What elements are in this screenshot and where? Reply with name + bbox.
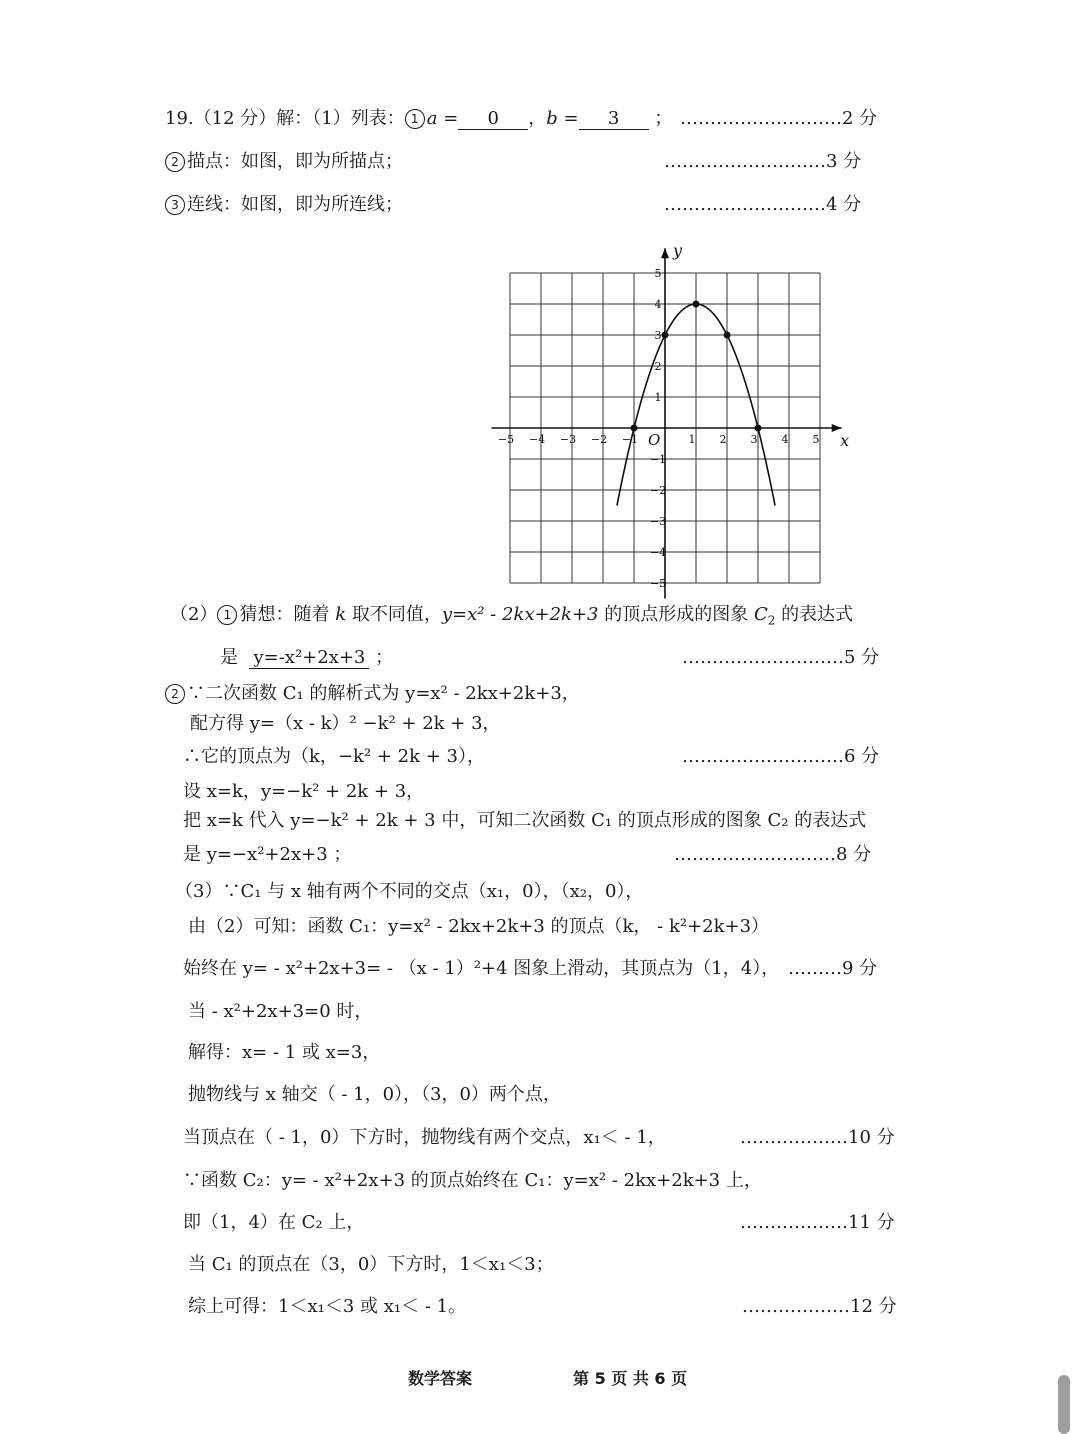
part2-line-1: 2 ∵二次函数 C₁ 的解析式为 y=x² - 2kx+2k+3， bbox=[165, 682, 580, 706]
parabola-graph bbox=[497, 238, 865, 608]
score-6: ………………………6 分 bbox=[682, 746, 880, 767]
part2-line-5: 把 x=k 代入 y=−k² + 2k + 3 中，可知二次函数 C₁ 的顶点形成的图象 C₂ 的表达式 bbox=[183, 810, 867, 831]
y-axis-arrow bbox=[661, 248, 669, 258]
x-tick-label: −3 bbox=[559, 433, 577, 446]
part3-line-7: 当顶点在（ - 1，0）下方时，抛物线有两个交点，x₁＜ - 1， bbox=[183, 1127, 666, 1148]
y-tick-label: −4 bbox=[649, 546, 667, 559]
score-10: ………………10 分 bbox=[740, 1127, 895, 1148]
score-8: ………………………8 分 bbox=[674, 844, 872, 865]
score-3: ………………………3 分 bbox=[664, 151, 862, 172]
x-tick-label: 3 bbox=[750, 433, 758, 446]
y-tick-label: −1 bbox=[649, 453, 667, 466]
part3-line-9: 即（1，4）在 C₂ 上， bbox=[183, 1212, 365, 1233]
score-4: ………………………4 分 bbox=[664, 194, 862, 215]
score-2: ………………………2 分 bbox=[680, 108, 878, 129]
part2-line-6: 是 y=−x²+2x+3 ； bbox=[183, 844, 352, 865]
scrollbar-thumb[interactable] bbox=[1058, 1375, 1070, 1434]
x-tick-label: −4 bbox=[528, 433, 546, 446]
part3-line-4: 当 - x²+2x+3=0 时， bbox=[188, 1001, 373, 1022]
plotted-point bbox=[631, 425, 638, 432]
part2-line-3: ∴它的顶点为（k，−k² + 2k + 3）， bbox=[183, 746, 485, 767]
part2-guess: （2） 1 猜想：随着 k 取不同值，y=x² - 2kx+2k+3 的顶点形成的图象 $C_2$ 的表达式 bbox=[170, 604, 854, 628]
y-tick-label: −2 bbox=[649, 484, 667, 497]
q19-line-1: 19.（12 分）解：（1）列表： 1 a = 0 ，b = 3 ； bbox=[165, 108, 673, 129]
score-5: ………………………5 分 bbox=[682, 647, 880, 668]
score-9: ………9 分 bbox=[788, 958, 878, 979]
part3-line-10: 当 C₁ 的顶点在（3，0）下方时，1＜x₁＜3； bbox=[188, 1254, 554, 1275]
part3-line-1: （3）∵C₁ 与 x 轴有两个不同的交点（x₁，0），（x₂，0）， bbox=[175, 881, 644, 902]
x-tick-label: −5 bbox=[497, 433, 515, 446]
x-tick-label: 1 bbox=[688, 433, 696, 446]
part3-line-3: 始终在 y= - x²+2x+3= - （x - 1）²+4 图象上滑动，其顶点为（1，4）， bbox=[183, 958, 780, 979]
part2-line-4: 设 x=k，y=−k² + 2k + 3， bbox=[183, 781, 425, 802]
part3-line-2: 由（2）可知：函数 C₁：y=x² - 2kx+2k+3 的顶点（k， - k²+2k+3） bbox=[188, 916, 770, 937]
x-axis-label: x bbox=[840, 431, 850, 450]
part2-line-2: 配方得 y=（x - k）² −k² + 2k + 3， bbox=[190, 713, 501, 734]
q19-line-3: 3 连线：如图，即为所连线； bbox=[165, 193, 403, 217]
origin-label: O bbox=[648, 431, 661, 449]
score-12: ………………12 分 bbox=[742, 1296, 897, 1317]
x-tick-label: −1 bbox=[621, 433, 639, 446]
plotted-point bbox=[755, 425, 762, 432]
y-tick-label: 3 bbox=[654, 329, 662, 342]
plotted-point bbox=[693, 301, 700, 308]
part3-line-11: 综上可得：1＜x₁＜3 或 x₁＜ - 1。 bbox=[188, 1296, 467, 1317]
b-value-blank: 3 bbox=[579, 109, 649, 130]
plotted-point bbox=[724, 332, 731, 339]
part3-line-6: 抛物线与 x 轴交（ - 1，0），（3，0）两个点， bbox=[188, 1084, 561, 1105]
y-tick-label: −5 bbox=[649, 577, 667, 590]
part3-line-5: 解得：x= - 1 或 x=3， bbox=[188, 1042, 381, 1063]
x-tick-label: −2 bbox=[590, 433, 608, 446]
x-tick-label: 4 bbox=[781, 433, 789, 446]
q19-line-2: 2 描点：如图，即为所描点； bbox=[165, 150, 403, 174]
y-tick-label: −3 bbox=[649, 515, 667, 528]
footer-subject: 数学答案 bbox=[408, 1369, 473, 1388]
y-tick-label: 5 bbox=[654, 267, 662, 280]
answer-blank: y=-x²+2x+3 bbox=[249, 648, 369, 669]
a-value-blank: 0 bbox=[458, 109, 528, 130]
y-tick-label: 4 bbox=[654, 298, 662, 311]
score-11: ………………11 分 bbox=[740, 1212, 895, 1233]
footer-page: 第 5 页 共 6 页 bbox=[573, 1369, 688, 1388]
part2-answer: 是 y=-x²+2x+3 ； bbox=[220, 647, 394, 668]
y-tick-label: 1 bbox=[654, 391, 662, 404]
y-axis-label: y bbox=[673, 240, 683, 260]
question-number: 19. bbox=[165, 108, 194, 129]
plotted-point bbox=[662, 332, 669, 339]
y-tick-label: 2 bbox=[654, 360, 662, 373]
part3-line-8: ∵函数 C₂：y= - x²+2x+3 的顶点始终在 C₁：y=x² - 2kx+2k+3 上， bbox=[183, 1170, 762, 1191]
x-tick-label: 5 bbox=[812, 433, 820, 446]
x-tick-label: 2 bbox=[719, 433, 727, 446]
